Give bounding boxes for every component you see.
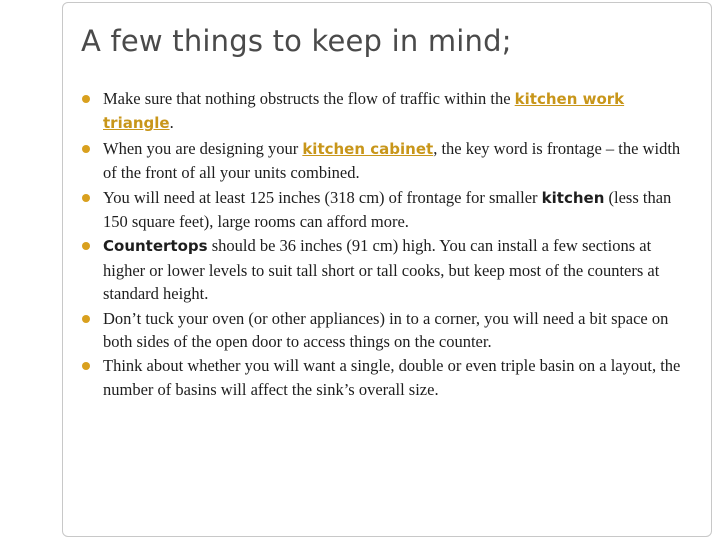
bullet-dot-icon: [82, 145, 90, 153]
slide-title: A few things to keep in mind;: [81, 24, 512, 58]
bullet-item: [82, 137, 687, 185]
bullet-text: , the key word is frontage – the width of the front of all your units combined.: [103, 138, 681, 183]
bullet-text: should be 36 inches (91 cm) high. You can install a few sections at higher or lower levels to suit tall short or tall cooks, but keep most of the counters at standard height.: [103, 236, 660, 304]
bold-keyword: Countertops: [103, 237, 208, 256]
bullet-text: You will need at least 125 inches (318 cm) of frontage for smaller: [103, 187, 542, 207]
bullet-item: [82, 234, 687, 305]
bullet-text: Think about whether you will want a single, double or even triple basin on a layout, the number of basins will affect the sink’s overall size.: [103, 356, 681, 399]
bullet-item: [82, 354, 687, 401]
kitchen-work-triangle-link[interactable]: kitchen work triangle: [103, 90, 625, 133]
bullet-text: .: [169, 113, 174, 133]
bullet-text: Make sure that nothing obstructs the flow of traffic within the: [103, 89, 515, 108]
bullet-item: [82, 307, 687, 354]
bullet-dot-icon: [82, 194, 90, 202]
bullet-dot-icon: [82, 95, 90, 103]
bullet-text: (less than 150 square feet), large rooms can afford more.: [103, 187, 672, 232]
bullet-text: Don’t tuck your oven (or other appliances) in to a corner, you will need a bit space on both sides of the open door to access things on the counter.: [103, 308, 669, 352]
bullet-dot-icon: [82, 362, 90, 370]
bullet-dot-icon: [82, 242, 90, 250]
bullet-item: [82, 87, 687, 136]
bullet-dot-icon: [82, 315, 90, 323]
bullet-list: [82, 87, 687, 402]
bold-keyword: kitchen: [541, 188, 605, 207]
bullet-item: [82, 186, 687, 234]
kitchen-cabinet-link[interactable]: kitchen cabinet: [302, 139, 434, 158]
bullet-text: When you are designing your: [103, 138, 303, 158]
